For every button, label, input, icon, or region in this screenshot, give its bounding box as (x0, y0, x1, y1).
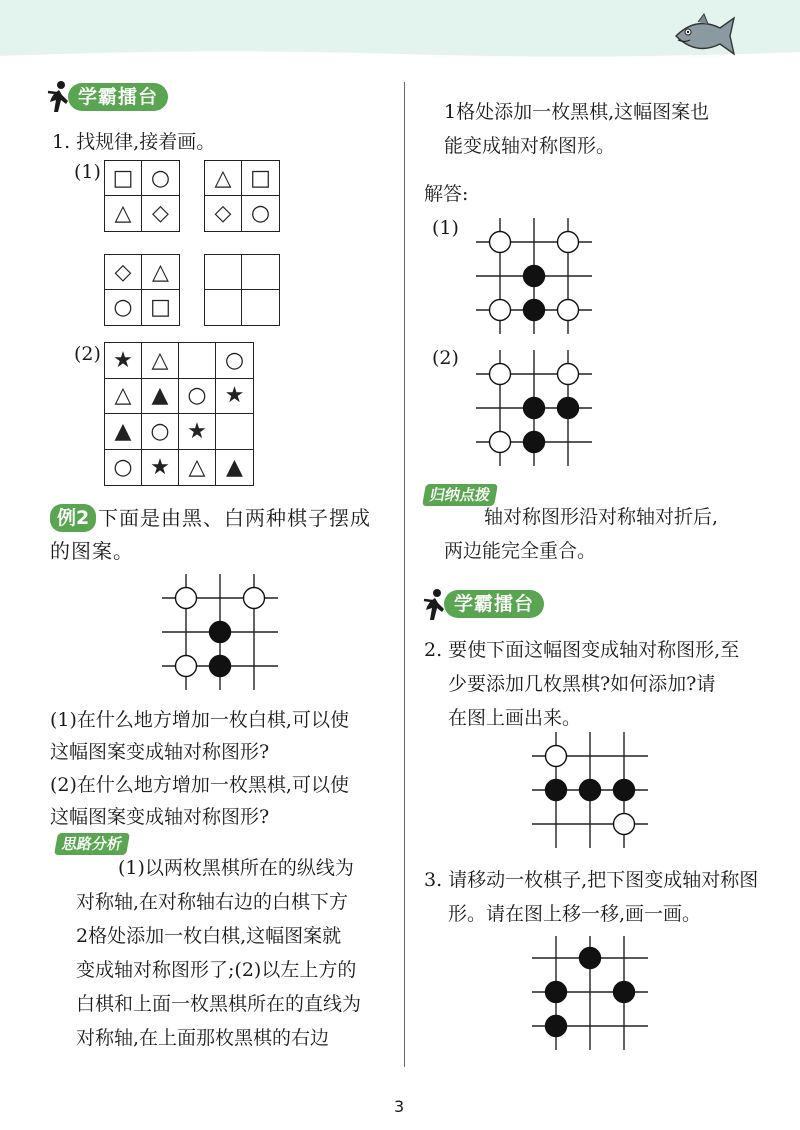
grid-cell: ○ (179, 379, 216, 415)
white-stone (490, 364, 511, 385)
summary-line-1: 轴对称图形沿对称轴对折后, (484, 506, 719, 528)
analysis-line: 对称轴,在对称轴右边的白棋下方 (76, 891, 349, 913)
analysis-continued-line: 1格处添加一枚黑棋,这幅图案也 (444, 101, 710, 123)
black-stone (558, 398, 579, 419)
page-number: 3 (394, 1097, 405, 1116)
grid-cell (216, 414, 253, 450)
grid-cell: ○ (142, 414, 179, 450)
black-stone (580, 948, 601, 969)
grid-cell: □ (150, 295, 171, 320)
analysis-tag: 思路分析 (54, 833, 130, 855)
black-stone (546, 1016, 567, 1037)
analysis-line: 白棋和上面一枚黑棋所在的直线为 (76, 993, 362, 1015)
pattern-grid-2 (204, 160, 280, 232)
white-stone (614, 814, 635, 835)
grid-cell: ▲ (226, 454, 243, 480)
summary-tag: 归纳点拨 (422, 484, 498, 506)
analysis-line: 2格处添加一枚白棋,这幅图案就 (76, 925, 342, 947)
white-stone (176, 656, 197, 677)
grid-cell: △ (105, 379, 142, 415)
answer-label: 解答: (424, 183, 469, 205)
column-divider (404, 82, 405, 1067)
black-stone (580, 780, 601, 801)
white-stone (558, 364, 579, 385)
grid-cell: ★ (142, 450, 179, 486)
white-stone (490, 300, 511, 321)
summary-line-2: 两边能完全重合。 (444, 540, 597, 562)
black-stone (614, 982, 635, 1003)
fish-icon (668, 12, 738, 60)
grid-cell: ▲ (142, 379, 179, 415)
question-3-board[interactable] (518, 936, 658, 1056)
grid-cell: ○ (105, 290, 142, 325)
black-stone (210, 656, 231, 677)
white-stone (490, 432, 511, 453)
question-2-board[interactable] (518, 730, 658, 850)
white-stone (176, 588, 197, 609)
section-badge: 学霸擂台 (444, 590, 544, 618)
answer-2-board (468, 350, 608, 470)
white-stone (558, 232, 579, 253)
answer-2-label: (2) (432, 347, 459, 369)
black-stone (524, 398, 545, 419)
grid-cell[interactable] (242, 255, 279, 290)
white-stone (558, 300, 579, 321)
grid-cell: △ (179, 450, 216, 486)
section-badge: 学霸擂台 (68, 83, 168, 111)
black-stone (614, 780, 635, 801)
grid-cell (179, 343, 216, 379)
question-1-prompt: 1. 找规律,接着画。 (52, 131, 216, 153)
pattern-grid-1 (104, 160, 180, 232)
question-2-line-3: 在图上画出来。 (448, 707, 582, 729)
white-stone (244, 588, 265, 609)
grid-cell: △ (142, 343, 179, 379)
grid-cell: ○ (250, 201, 271, 226)
black-stone (524, 432, 545, 453)
black-stone (524, 300, 545, 321)
part-2-label: (2) (74, 343, 101, 365)
part-1-label: (1) (74, 161, 101, 183)
grid-cell: ◇ (105, 255, 142, 290)
question-3-line-1: 3. 请移动一枚棋子,把下图变成轴对称图 (424, 869, 759, 891)
grid-cell: ◇ (152, 201, 169, 226)
answer-1-label: (1) (432, 217, 459, 239)
grid-cell: ★ (105, 343, 142, 379)
grid-cell[interactable] (205, 255, 242, 290)
question-2-line-1: 2. 要使下面这幅图变成轴对称图形,至 (424, 639, 740, 661)
grid-cell: □ (242, 161, 279, 196)
black-stone (524, 266, 545, 287)
example-q2-line-1: (2)在什么地方增加一枚黑棋,可以使 (50, 774, 349, 796)
question-3-line-2: 形。请在图上移一移,画一画。 (448, 903, 702, 925)
grid-cell[interactable] (242, 290, 279, 325)
grid-cell: △ (142, 255, 179, 290)
grid-cell: ○ (216, 343, 253, 379)
answer-grid-empty[interactable] (204, 254, 280, 326)
grid-cell: ★ (179, 414, 216, 450)
runner-icon (44, 80, 70, 114)
white-stone (490, 232, 511, 253)
example-badge: 例2 (50, 504, 96, 532)
black-stone (210, 622, 231, 643)
answer-1-board (468, 218, 608, 338)
grid-cell: △ (205, 161, 242, 196)
grid-cell: ○ (142, 161, 179, 196)
example-text-line-1: 下面是由黑、白两种棋子摆成 (98, 506, 371, 530)
runner-icon (420, 588, 446, 622)
grid-cell: □ (105, 161, 142, 196)
example-text-line-2: 的图案。 (50, 539, 134, 563)
grid-cell: △ (105, 196, 142, 231)
white-stone (546, 746, 567, 767)
example-q1-line-2: 这幅图案变成轴对称图形? (50, 741, 270, 763)
grid-cell: ★ (216, 379, 253, 415)
grid-cell: ▲ (105, 414, 142, 450)
grid-cell: ○ (105, 450, 142, 486)
analysis-continued-line: 能变成轴对称图形。 (444, 135, 616, 157)
example-q1-line-1: (1)在什么地方增加一枚白棋,可以使 (50, 709, 349, 731)
analysis-line: (1)以两枚黑棋所在的纵线为 (118, 857, 354, 879)
example-q2-line-2: 这幅图案变成轴对称图形? (50, 806, 270, 828)
analysis-line: 变成轴对称图形了;(2)以左上方的 (76, 959, 357, 981)
example-board (150, 570, 290, 700)
pattern-grid-4x4 (104, 342, 254, 486)
black-stone (546, 982, 567, 1003)
pattern-grid-3 (104, 254, 180, 326)
grid-cell[interactable] (205, 290, 242, 325)
grid-cell: ◇ (205, 196, 242, 231)
question-2-line-2: 少要添加几枚黑棋?如何添加?请 (448, 673, 716, 695)
black-stone (546, 780, 567, 801)
analysis-line: 对称轴,在上面那枚黑棋的右边 (76, 1027, 330, 1049)
